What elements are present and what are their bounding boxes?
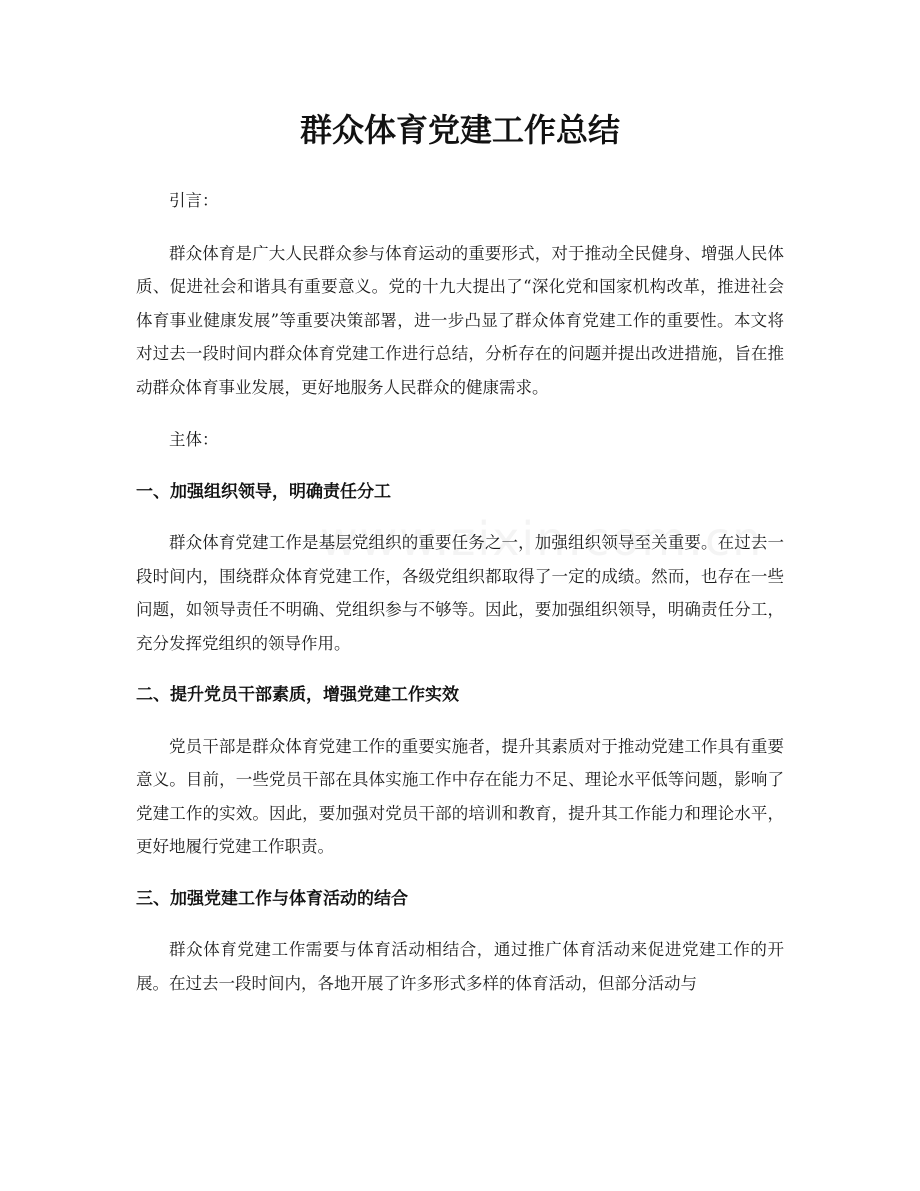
intro-label: 引言： <box>169 191 219 210</box>
page-title: 群众体育党建工作总结 <box>299 111 620 149</box>
section-heading: 二、提升党员干部素质，增强党建工作实效 <box>136 685 459 705</box>
section-paragraph: 党员干部是群众体育党建工作的重要实施者，提升其素质对于推动党建工作具有重要意义。目前，一些党员干部在具体实施工作中存在能力不足、理论水平低等问题，影响了党建工作的实效。因此，要加强对党员干部的培训和教育，提升其工作能力和理论水平，更好地履行党建工作职责。 <box>136 736 784 856</box>
section-heading: 三、加强党建工作与体育活动的结合 <box>136 888 408 909</box>
section-paragraph: 群众体育党建工作需要与体育活动相结合，通过推广体育活动来促进党建工作的开展。在过去一段时间内，各地开展了许多形式多样的体育活动，但部分活动与 <box>136 940 784 993</box>
intro-paragraph: 群众体育是广大人民群众参与体育运动的重要形式，对于推动全民健身、增强人民体质、促进社会和谐具有重要意义。党的十九大提出了“深化党和国家机构改革，推进社会体育事业健康发展”等重要决策部署，进一步凸显了群众体育党建工作的重要性。本文将对过去一段时间内群众体育党建工作进行总结，分析存在的问题并提出改进措施，旨在推动群众体育事业发展，更好地服务人民群众的健康需求。 <box>136 243 784 397</box>
body-label: 主体： <box>169 430 219 449</box>
section-paragraph: 群众体育党建工作是基层党组织的重要任务之一，加强组织领导至关重要。在过去一段时间内，围绕群众体育党建工作，各级党组织都取得了一定的成绩。然而，也存在一些问题，如领导责任不明确、党组织参与不够等。因此，要加强组织领导，明确责任分工，充分发挥党组织的领导作用。 <box>136 533 784 653</box>
section-3 <box>136 883 784 1001</box>
section-1 <box>136 476 784 661</box>
section-heading: 一、加强组织领导，明确责任分工 <box>136 481 391 502</box>
section-2 <box>136 679 784 864</box>
document-body <box>136 184 784 1000</box>
